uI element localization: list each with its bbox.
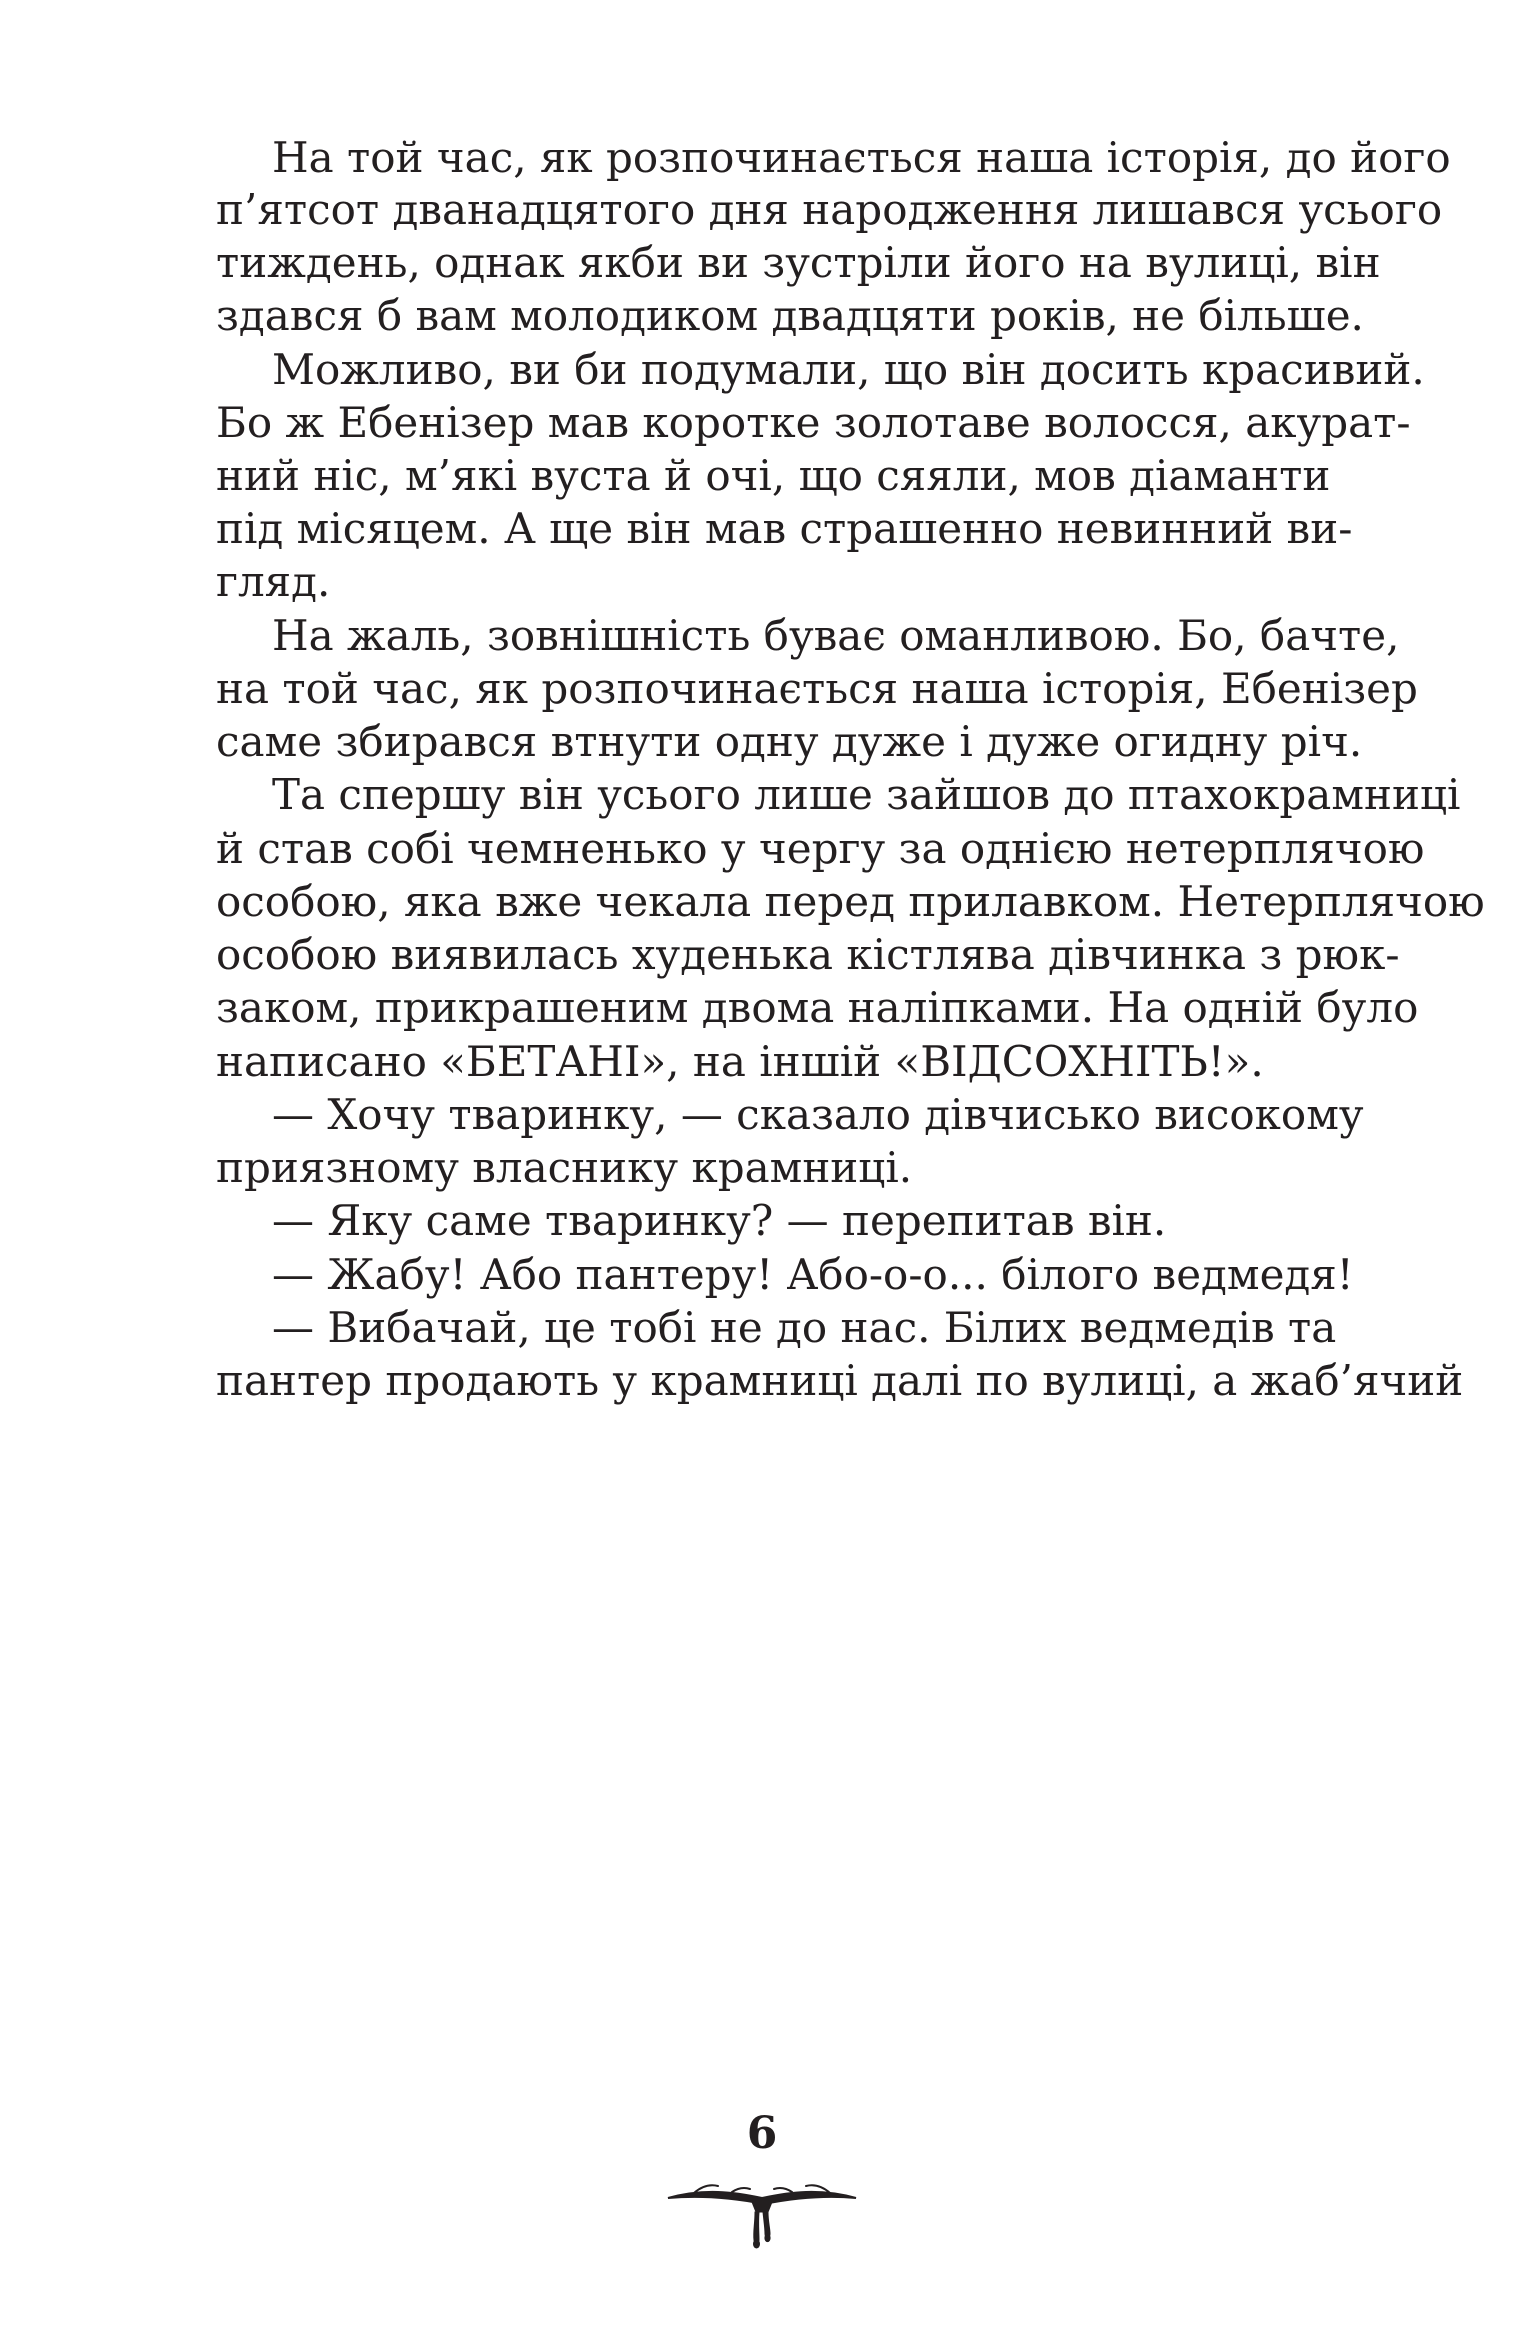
dripping-branch-ornament-icon <box>664 2178 860 2260</box>
text-line: гляд. <box>216 557 331 606</box>
text-line: пантер продають у крамниці далі по вулиці, а жаб’ячий <box>216 1356 1464 1405</box>
text-line: Та спершу він усього лише зайшов до птахокрамниці <box>272 770 1461 819</box>
text-line: — Жабу! Або пантеру! Або-о-о... білого ведмедя! <box>272 1250 1354 1299</box>
text-line: саме збирався втнути одну дуже і дуже огидну річ. <box>216 717 1363 766</box>
text-line: й став собі чемненько у чергу за однією нетерплячою <box>216 824 1425 873</box>
text-line: під місяцем. А ще він мав страшенно невинний ви- <box>216 504 1353 553</box>
text-line: На той час, як розпочинається наша історія, до його <box>272 133 1451 182</box>
text-line: Бо ж Ебенізер мав коротке золотаве волосся, акурат- <box>216 398 1411 447</box>
text-line: особою, яка вже чекала перед прилавком. Нетерплячою <box>216 877 1485 926</box>
text-line: п’ятсот дванадцятого дня народження лишався усього <box>216 185 1443 234</box>
text-line: На жаль, зовнішність буває оманливою. Бо, бачте, <box>272 611 1400 660</box>
text-line: на той час, як розпочинається наша історія, Ебенізер <box>216 664 1418 713</box>
text-line: приязному власнику крамниці. <box>216 1143 913 1192</box>
text-line: тиждень, однак якби ви зустріли його на вулиці, він <box>216 238 1381 287</box>
text-line: здався б вам молодиком двадцяти років, не більше. <box>216 291 1364 340</box>
text-line: заком, прикрашеним двома наліпками. На одній було <box>216 983 1419 1032</box>
text-line: — Яку саме тваринку? — перепитав він. <box>272 1196 1167 1245</box>
text-line: — Вибачай, це тобі не до нас. Білих ведмедів та <box>272 1303 1337 1352</box>
text-line: Можливо, ви би подумали, що він досить красивий. <box>272 345 1425 394</box>
text-line: ний ніс, м’які вуста й очі, що сяяли, мов діаманти <box>216 451 1331 500</box>
text-line: особою виявилась худенька кістлява дівчинка з рюк- <box>216 930 1400 979</box>
page-number: 6 <box>746 2108 778 2159</box>
text-line: — Хочу тваринку, — сказало дівчисько високому <box>272 1090 1364 1139</box>
text-line: написано «БЕТАНІ», на іншій «ВІДСОХНІТЬ!». <box>216 1037 1264 1086</box>
